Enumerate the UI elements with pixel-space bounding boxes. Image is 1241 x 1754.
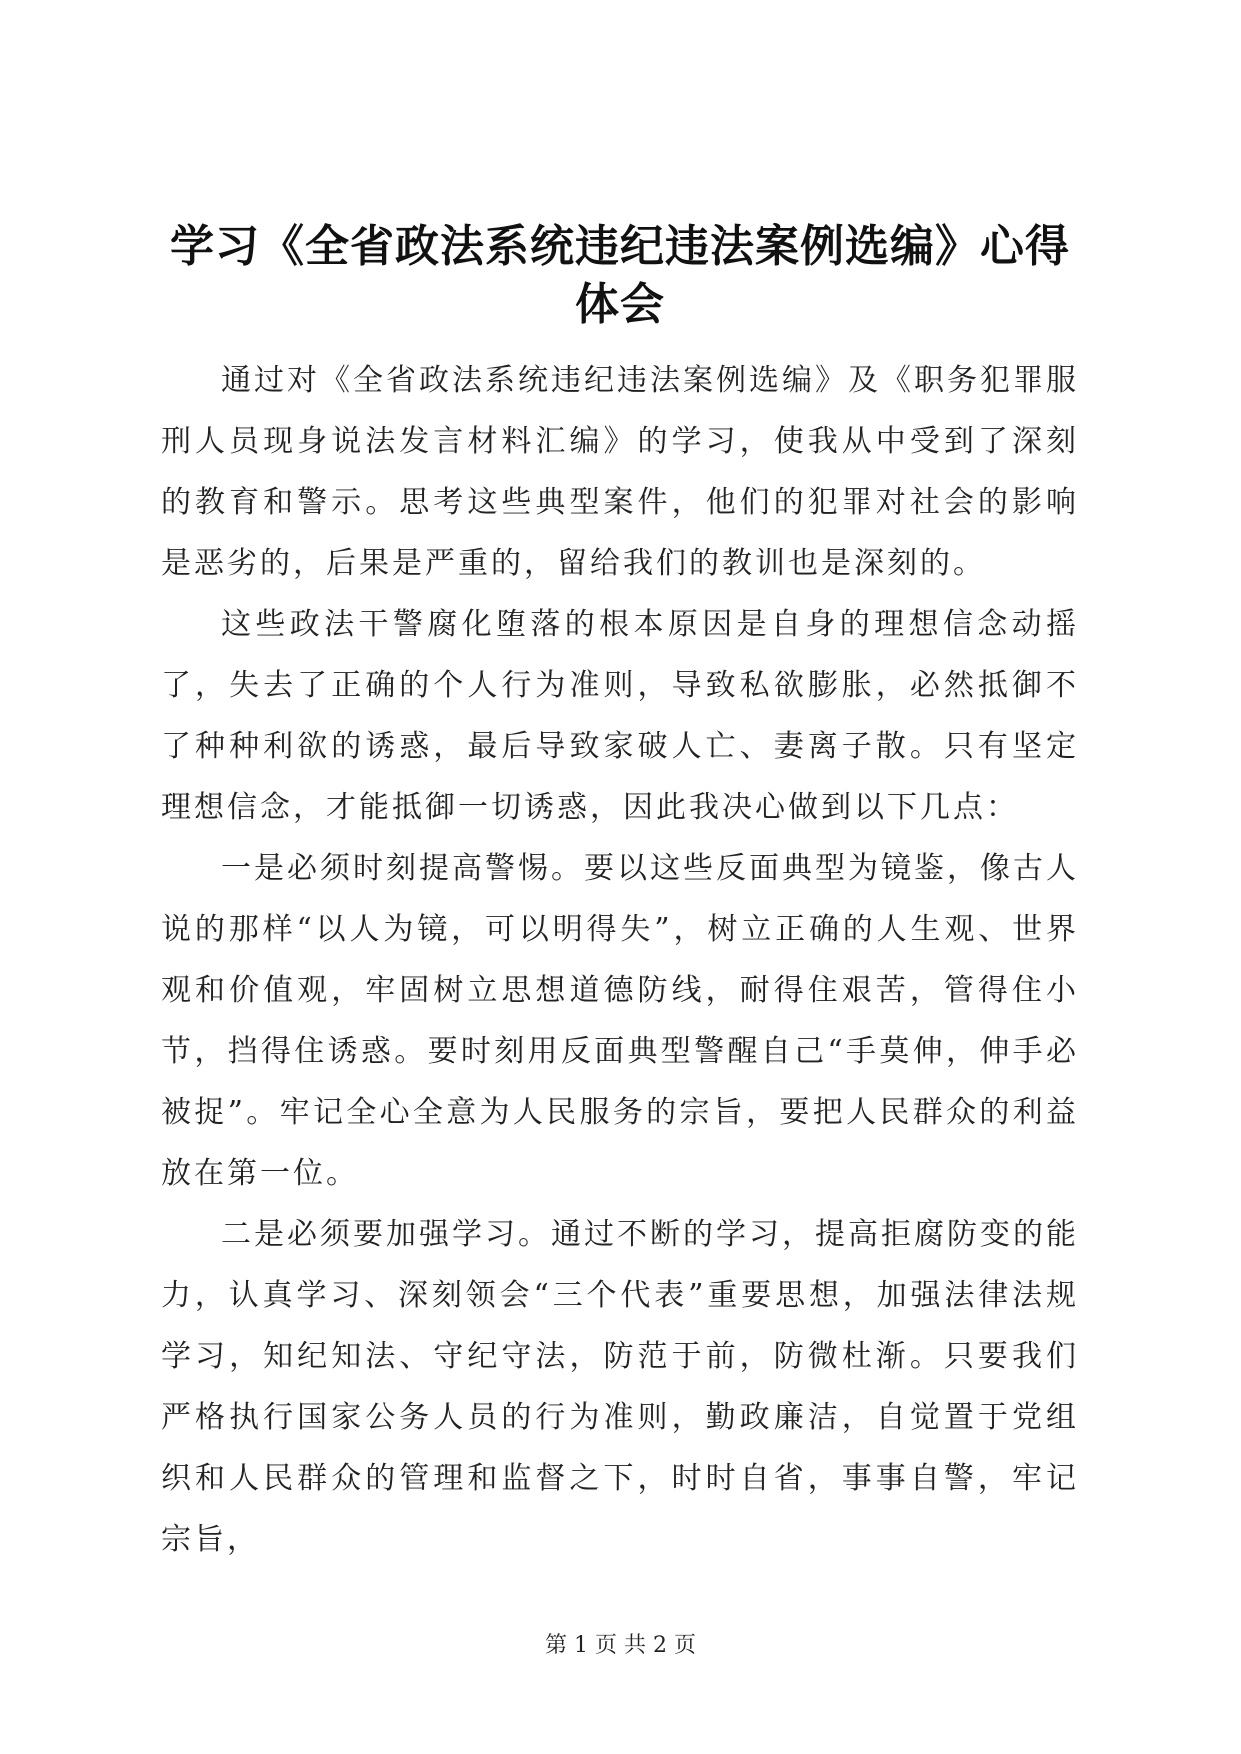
paragraph-4: 二是必须要加强学习。通过不断的学习，提高拒腐防变的能力，认真学习、深刻领会“三个代表”重要思想，加强法律法规学习，知纪知法、守纪守法，防范于前，防微杜渐。只要我们严格执行国家公务人员的行为准则，勤政廉洁，自觉置于党组织和人民群众的管理和监督之下，时时自省，事事自警，牢记宗旨， xyxy=(161,1217,1079,1557)
document-title: 学习《全省政法系统违纪违法案例选编》心得体会 xyxy=(170,221,1070,330)
page-footer: 第 1 页 共 2 页 xyxy=(545,1633,696,1658)
paragraph-2: 这些政法干警腐化堕落的根本原因是自身的理想信念动摇了，失去了正确的个人行为准则，导致私欲膨胀，必然抵御不了种种利欲的诱惑，最后导致家破人亡、妻离子散。只有坚定理想信念，才能抵御一切诱惑，因此我决心做到以下几点： xyxy=(161,607,1079,825)
paragraph-3: 一是必须时刻提高警惕。要以这些反面典型为镜鉴，像古人说的那样“以人为镜，可以明得失”，树立正确的人生观、世界观和价值观，牢固树立思想道德防线，耐得住艰苦，管得住小节，挡得住诱惑。要时刻用反面典型警醒自己“手莫伸，伸手必被捉”。牢记全心全意为人民服务的宗旨，要把人民群众的利益放在第一位。 xyxy=(161,851,1079,1191)
paragraph-1: 通过对《全省政法系统违纪违法案例选编》及《职务犯罪服刑人员现身说法发言材料汇编》的学习，使我从中受到了深刻的教育和警示。思考这些典型案件，他们的犯罪对社会的影响是恶劣的，后果是严重的，留给我们的教训也是深刻的。 xyxy=(161,363,1079,581)
document-body xyxy=(161,350,1079,1570)
